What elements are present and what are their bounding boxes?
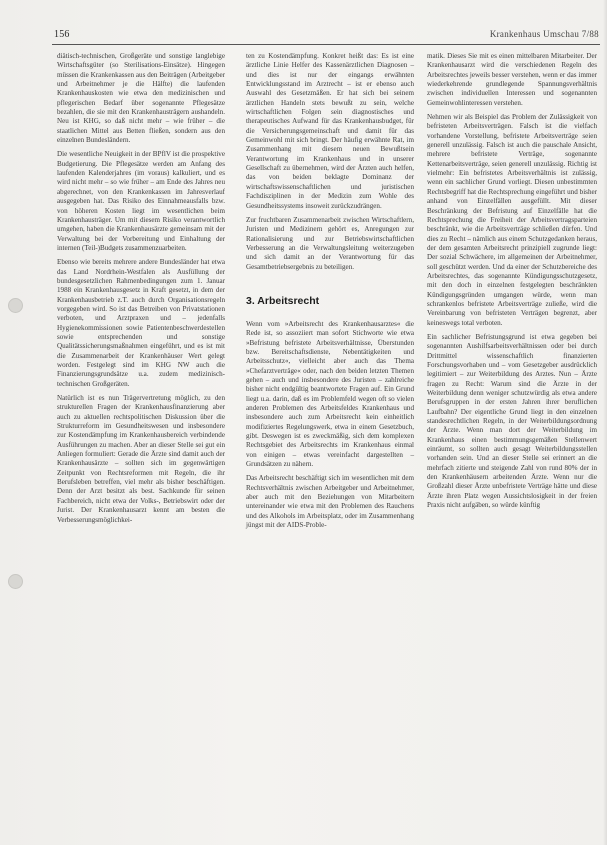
section-heading: 3. Arbeitsrecht: [246, 294, 320, 307]
running-head: Krankenhaus Umschau 7/88: [489, 29, 599, 39]
paragraph: Wenn vom »Arbeitsrecht des Krankenhausarztes« die Rede ist, so assoziiert man sofort Stichworte wie etwa »Befristung befristete Arbeitsverhältnisse, Überstunden bzw. Bereitschaftsdienste, Nebentätigkeiten und Arbeitsschutz«, vielleicht aber auch das Thema »Chefarztverträge« oder, nach den beiden letzten Themen gehen – auch und insbesondere des Juristen – zahlreiche bisher nicht endgültig beantwortete Fragen auf. Ein Grund liegt u.a. darin, daß es im Problemfeld wegen oft so vielen anderen Problemen des Arbeitsfeldes Krankenhaus und insbesondere auch zum Arbeitsrecht kein einheitlich modifiziertes Regelungswerk, etwa in einem Gesetzbuch, gibt. Deswegen ist es zweckmäßig, sich dem komplexen Rechtsgebiet des Arbeitsrechts im Krankenhaus einmal von einigen – etwas vereinfacht dargestellten – Grundsätzen zu nähern.: [246, 319, 414, 469]
paragraph: Nehmen wir als Beispiel das Problem der Zulässigkeit von befristeten Arbeitsverträgen. Falsch ist die vielfach vorhandene Vorstellung, befristete Arbeitsverträge seien generell unzulässig. Falsch ist auch die pauschale Ansicht, mehrere befristete Verträge, sogenannte Kettenarbeitsverträge, seien generell unzulässig. Richtig ist vielmehr: Ein befristetes Arbeitsverhältnis ist zulässig, wenn ein sachlicher Grund vorliegt. Diesen unbestimmten Rechtsbegriff hat die Rechtsprechung eingeführt und bisher anhand von Einzelfällen ausgefüllt. Mit dieser Beschränkung der Befristung auf Einzelfälle hat die Rechtsprechung die Freiheit der Arbeitsvertragsparteien beschränkt, wie die Arbeitsverträge schließen dürfen. Und dies zu Recht – nämlich aus einem Schutzgedanken heraus, der dem gesamten Arbeitsrecht prinzipiell zugrunde liegt: Der sozial Schwächere, im allgemeinen der Arbeitnehmer, soll geschützt werden. Und da einer der Schutzbereiche des Arbeitsrechtes, das sogenannte Kündigungsschutzgesetz, mit den doch in einzelnen festgelegten beschränkten Kündigungsgründen umgangen würde, wenn man schrankenlos befristete Arbeitsverträge zuließe, wird die Vereinbarung von befristeten Verträgen begrenzt, aber keineswegs total verboten.: [427, 113, 597, 327]
paragraph: Natürlich ist es nun Trägervertretung möglich, zu den strukturellen Fragen der Krankenhausfinanzierung aber auch zu aktuellen rechtspolitischen Diskussion über die Strukturreform im Gesundheitswesen und insbesondere zur Kostendämpfung im Krankenhausbereich verbindende Ausführungen zu machen. Aber an dieser Stelle sei gut ein Anliegen formuliert: Gerade die Ärzte sind damit auch der Krankenhausärzte – sollten sich im gegenwärtigen Zeitpunkt von Rechtsreformen mit Regeln, die ihr Berufsleben betreffen, viel mehr als bisher beschäftigen. Denn der Arzt besitzt als best. Sachkunde für seinen Fachbereich, nicht etwa der Volks-, Betriebswirt oder der Jurist. Der Krankenhausarzt kennt am besten die Verbesserungsmöglichkei-: [57, 394, 225, 524]
paragraph: Die wesentliche Neuigkeit in der BPflV ist die prospektive Budgetierung. Die Pflegesätze werden am Anfang des laufenden Kalenderjahres (im voraus) kalkuliert, und es wird nicht mehr – so wie früher – am Ende des Jahres neu abgerechnet, von den Krankenkassen im Jahresverlauf ausgegeben hat. Das Risiko des Einnahmeausfalls bzw. von höheren Kosten liegt im wesentlichen beim Krankenhausträger. Um mit diesem Risiko verantwortlich umgehen, haben die Krankenhausärzte gemeinsam mit der Verwaltung bei der Vorbereitung und Einhaltung der internen (Teil-)Budgets zusammenzuarbeiten.: [57, 150, 225, 252]
page-number: 156: [54, 29, 70, 40]
paragraph: Das Arbeitsrecht beschäftigt sich im wesentlichen mit dem Rechtsverhältnis zwischen Arbeitgeber und Arbeitnehmer, aber auch mit den Beziehungen von Mitarbeitern untereinander wie etwa mit den Problemen des Rauchens und des Alkohols im Arbeitsplatz, oder im Zusammenhang jüngst mit der AIDS-Proble-: [246, 474, 414, 530]
column-left: [57, 52, 225, 530]
punch-hole: [8, 298, 23, 313]
paragraph: matik. Dieses Sie mit es einen mittelbaren Mitarbeiter. Der Krankenhausarzt wird die verschiedenen Regeln des Arbeitsrechtes jeweils besser verstehen, wenn er das immer wiederkehrende grundlegende Spannungsverhältnis zwischen individuellen Interessen und sogenannten Gemeinwohlinteressen verstehen.: [427, 52, 597, 107]
paragraph: Ebenso wie bereits mehrere andere Bundesländer hat etwa das Land Nordrhein-Westfalen als Ausfüllung der bundesgesetzlichen Rahmenbedingungen zum 1. Januar 1988 ein Krankenhausgesetz in Kraft gesetzt, in dem der Krankenhausbetrieb z.T. auch durch Organisationsregeln vorgegeben wird. So ist das Betreiben von Privatstationen verboten, und Arztpraxen und – jedenfalls Hygienekommissionen sowie Patientenbeschwerdestellen sowie entsprechenden und sonstige Qualitätssicherungsmaßnahmen eingeführt, und es ist mit die Zusammenarbeit der Krankenhäuser Wert gelegt worden. Festgelegt sind im KHG NW auch die Finanzierungsgrundsätze u.a. zudem medizinisch-technischen Großgeräten.: [57, 258, 225, 388]
paragraph: ten zu Kostendämpfung. Konkret heißt das: Es ist eine ärztliche Linie Helfer des Kassenärztlichen Diagnosen – und dies ist nur der eingangs erwähnten Entwicklungsstand im Arztrecht – ist er ebenso auch Auswahl des Gesetzmäßen. Er hat sich bei seinem ärztlichen Handeln stets bewußt zu sein, welche wirtschaftlichen Folgen sein diagnostisches und therapeutisches Aufwand für das Krankenhausbudget, für die Versicherungsgemeinschaft und damit für das Gemeinwohl mit sich bringt. Der häufig erwähnte Rat, im Zusammenhang mit diesem neuen Bewußtsein Verantwortung im Krankenhaus und in unserer Gesellschaft zu übernehmen, wird der Ärzten auch helfen, das von beiden beklagte Dominanz der wirtschaftswissenschaftlichen und juristischen Fachdisziplinen in der Medizin zum Wohle des Gesundheitssystems insoweit zurückzudrängen.: [246, 52, 414, 210]
paragraph: diätisch-technischen, Großgeräte und sonstige langlebige Wirtschaftsgüter (so Sterilisations-Einsätze). Hingegen müssen die Krankenkassen aus den Beiträgen (Arbeitgeber und Arbeitnehmer je die Hälfte) die laufenden Krankenhauskosten wie etwa den medizinischen und pflegerischen Bedarf über sogenannte Pflegesätze bezahlen, die sie mit den Krankenhausträgern aushandeln. Neu ist KHG, so daß nicht mehr – wie früher – die staatlichen Mittel aus Betten fließen, sondern aus den einzelnen Bundesländern.: [57, 52, 225, 145]
column-middle: [246, 52, 414, 535]
header-rule: [52, 44, 600, 45]
column-right: [427, 52, 597, 516]
punch-hole: [8, 574, 23, 589]
paragraph: Ein sachlicher Befristungsgrund ist etwa gegeben bei sogenannten Aushilfsarbeitsverhältnissen oder bei durch Drittmittel wissenschaftlich finanzierten Forschungsvorhaben und – vom Gesetzgeber ausdrücklich legitimiert – zur Weiterbildung des Arztes. Nun – Ärzte fragen zu Recht: Warum sind die Ärzte in der Weiterbildung denn weniger schutzwürdig als etwa andere Berufsgruppen in der ersten Jahren ihrer beruflichen Laufbahn? Der eigentliche Grund liegt in den einzelnen standesrechtlichen Regeln, in der Weiterbildungsordnung der Ärzte. Wenn man dort der Weiterbildung im Krankenhaus einen bestimmungsgemäßen Stellenwert einräumt, so sollten auch gesagt Weiterbildungsstellen vorhanden sein. Und an dieser Stelle sei erinnert an die mehrfach zitierte und steigende Zahl von rund 80% der in den Krankenhäusern arbeitenden Ärzte. Wenn nur die Großzahl dieser Ärzte unbefristete Verträge hätte und diese Ärzte ihren Platz wegen Aussichtslosigkeit in der freien Praxis nicht aufgäben, so würde künftig: [427, 332, 597, 510]
page-edge-shadow: [603, 0, 607, 845]
paragraph: Zur fruchtbaren Zusammenarbeit zwischen Wirtschaftlern, Juristen und Medizinern gehört es, Anregungen zur Rationalisierung und zur Betriebswirtschaftlichen Verbesserung an die Verwaltungsleitung weiterzugeben und sich damit an der Verantwortung für das Gesamtbetriebsergebnis zu beteiligen.: [246, 215, 414, 271]
